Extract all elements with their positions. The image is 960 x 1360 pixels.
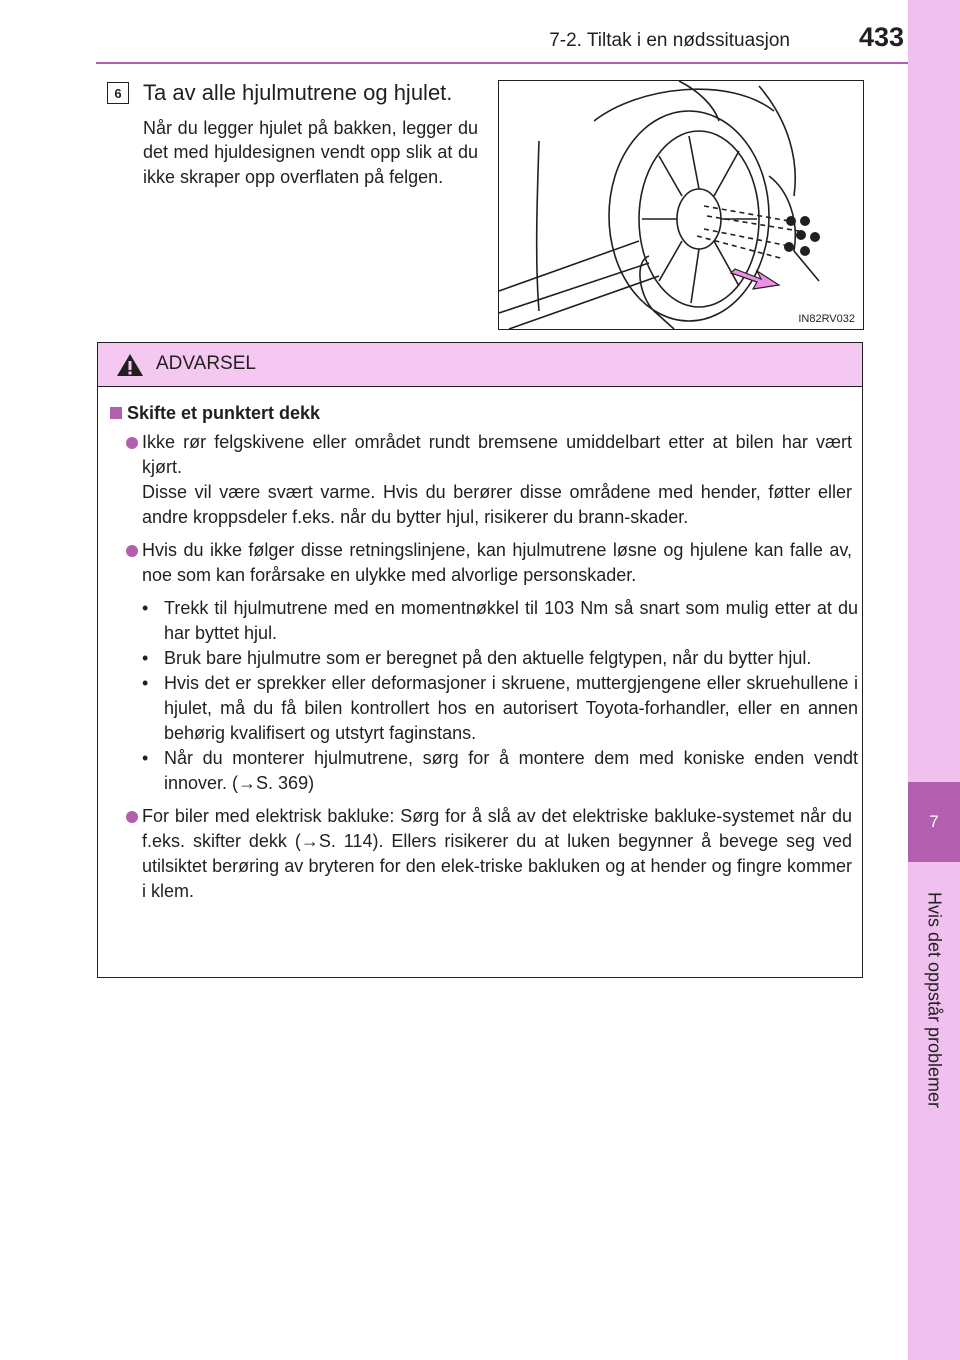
warning-header xyxy=(98,343,862,387)
warning-section-heading xyxy=(110,401,852,426)
warning-item xyxy=(110,804,852,904)
wheel-removal-illustration xyxy=(498,80,864,330)
square-bullet-icon xyxy=(110,407,122,419)
figure-code: IN82RV032 xyxy=(798,313,855,325)
warning-triangle-icon xyxy=(116,353,144,377)
circle-bullet-icon xyxy=(126,811,138,823)
warning-item xyxy=(110,538,852,588)
section-title: Skifte et punktert dekk xyxy=(127,403,321,423)
bullet-dot-icon: • xyxy=(142,648,149,668)
chapter-side-tab xyxy=(908,0,960,1360)
bullet-dot-icon: • xyxy=(142,748,149,768)
wheel-removal-drawing xyxy=(499,81,863,329)
warning-text: For biler med elektrisk bakluke: Sørg for å slå av det elektriske bakluke-systemet når du f.eks. skifter dekk (→S. 114). Ellers risikerer du at luken begynner å bevege seg ved utilsiktet berøring av bryteren for den elek-triske bakluken og at hender og fingre kommer i klem. xyxy=(142,806,852,901)
subitem-text: Når du monterer hjulmutrene, sørg for å montere dem med koniske enden vendt innover. (→S. 369) xyxy=(164,748,858,793)
warning-text: Ikke rør felgskivene eller området rundt bremsene umiddelbart etter at bilen har vært kjørt. xyxy=(142,432,852,477)
warning-subitem xyxy=(142,671,858,746)
warning-subitems xyxy=(110,596,858,796)
warning-box xyxy=(97,342,863,978)
subitem-text: Trekk til hjulmutrene med en momentnøkkel til 103 Nm så snart som mulig etter at du har byttet hjul. xyxy=(164,598,858,643)
section-header: 7-2. Tiltak i en nødssituasjon xyxy=(549,30,790,51)
step-number: 6 xyxy=(107,82,129,104)
warning-subitem xyxy=(142,596,858,646)
circle-bullet-icon xyxy=(126,545,138,557)
warning-body xyxy=(110,401,858,912)
warning-text: Disse vil være svært varme. Hvis du berører disse områdene med hender, føtter eller andre kroppsdeler f.eks. når du bytter hjul, risikerer du brann-skader. xyxy=(142,482,852,527)
warning-title: ADVARSEL xyxy=(156,353,256,374)
page-number: 433 xyxy=(858,22,904,52)
header-divider xyxy=(96,62,908,64)
warning-subitem xyxy=(142,746,858,796)
subitem-text: Bruk bare hjulmutre som er beregnet på den aktuelle felgtypen, når du bytter hjul. xyxy=(164,648,812,668)
step-description: Når du legger hjulet på bakken, legger du det med hjuldesignen vendt opp slik at du ikke skraper opp overflaten på felgen. xyxy=(143,118,478,187)
warning-item xyxy=(110,430,852,530)
circle-bullet-icon xyxy=(126,437,138,449)
chapter-title: Hvis det oppstår problemer xyxy=(924,891,945,1109)
warning-subitem xyxy=(142,646,858,671)
warning-text: Hvis du ikke følger disse retningslinjene, kan hjulmutrene løsne og hjulene kan falle av, noe som kan forårsake en ulykke med alvorlige personskader. xyxy=(142,540,852,585)
chapter-number: 7 xyxy=(908,782,960,862)
subitem-text: Hvis det er sprekker eller deformasjoner i skruene, muttergjengene eller skruehullene i hjulet, må du få bilen kontrollert hos en autorisert Toyota-forhandler, eller en annen behørig kvalifisert og utstyrt faginstans. xyxy=(164,673,858,743)
bullet-dot-icon: • xyxy=(142,673,149,693)
step-title: Ta av alle hjulmutrene og hjulet. xyxy=(143,80,453,105)
bullet-dot-icon: • xyxy=(142,598,149,618)
